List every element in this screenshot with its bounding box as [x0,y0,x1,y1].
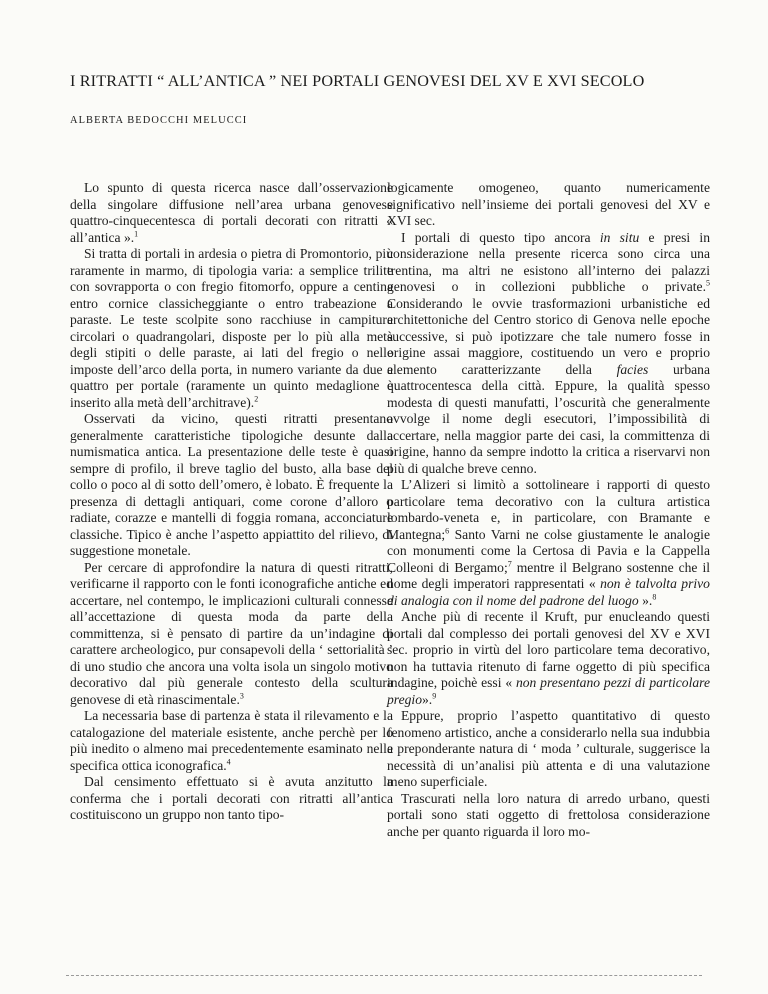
footnote-ref: 5 [706,278,710,288]
article-title: I RITRATTI “ ALL’ANTICA ” NEI PORTALI GENOVESI DEL XV E XVI SECOLO [70,72,645,90]
paragraph: Trascurati nella loro natura di arredo urbano, questi portali sono stati oggetto di frettolosa considerazione anche per quanto riguarda il loro mo- [387,790,710,839]
footnote-ref: 4 [226,756,231,766]
paragraph: Anche più di recente il Kruft, pur enucleando questi portali dal complesso dei portali genovesi del XV e XVI sec. proprio in virtù del loro particolare tema decorativo, non ha tuttavia ritenuto di farne oggetto di più specifica indagine, poichè essi « non presentano pezzi di particolare pregio».$^9$ [387,609,710,707]
paragraph: Osservati da vicino, questi ritratti presentano generalmente caratteristiche tipologiche desunte dalla numismatica antica. La presentazione delle teste è quasi sempre di profilo, il breve taglio del busto, alla base del collo o poco al di sotto dell’omero, è lobato. È frequente la presenza di dettagli antiquari, come corone d’alloro o radiate, corazze e mantelli di foggia romana, acconciature classiche. Tipico è anche l’aspetto appiattito del rilievo, di suggestione monetale. [70,411,393,558]
footnote-ref: 8 [652,591,657,601]
paragraph: Lo spunto di questa ricerca nasce dall’osservazione della singolare diffusione nell’area urbana genovese quattro-cinquecentesca di portali decorati con ritratti « all’antica ».$^1$ [70,180,393,245]
paragraph: L’Alizeri si limitò a sottolineare i rapporti di questo particolare tema decorativo con la cultura artistica lombardo-veneta e, in particolare, con Bramante e Mantegna;$^6$ Santo Varni ne colse giustamente le analogie con monumenti come la Certosa di Pavia e la Cappella Colleoni di Bergamo;$^7$ mentre il Belgrano sostenne che il nome degli imperatori rappresentati « non è talvolta privo di analogia con il nome del padrone del luogo ».$^8$ [387,477,710,608]
footnote-ref: 9 [432,690,437,700]
paragraph: La necessaria base di partenza è stata il rilevamento e la catalogazione del materiale esistente, anche perchè per lo più inedito o almeno mai precedentemente esaminato nella specifica ottica iconografica.$^4$ [70,708,393,773]
paragraph: Eppure, proprio l’aspetto quantitativo di questo fenomeno artistico, anche a considerarlo nella sua indubbia e preponderante natura di ‘ moda ’ culturale, suggerisce la necessità di un’analisi più attenta e di una valutazione meno superficiale. [387,708,710,789]
left-column [70,180,393,824]
paragraph: Dal censimento effettuato si è avuta anzitutto la conferma che i portali decorati con ritratti all’antica costituiscono un gruppo non tanto tipo- [70,774,393,822]
article-author: ALBERTA BEDOCCHI MELUCCI [70,115,248,126]
bottom-rule [66,975,702,976]
paragraph: I portali di questo tipo ancora in situ e presi in considerazione nella presente ricerca sono circa una trentina, ma altri ne esistono all’interno dei palazzi genovesi o in collezioni pubbliche o private.$^5$ Considerando le ovvie trasformazioni urbanistiche ed architettoniche del Centro storico di Genova nelle epoche successive, si può ipotizzare che tale numero fosse in origine assai maggiore, costituendo un vero e proprio elemento caratterizzante della facies urbana quattrocentesca della città. Eppure, la qualità spesso modesta di questi manufatti, l’oscurità che generalmente avvolge il nome degli esecutori, l’impossibilità di accertare, nella maggior parte dei casi, la committenza di origine, hanno da sempre indotto la critica a riservarvi non più di qualche breve cenno. [387,229,710,476]
footnote-ref: 6 [445,525,450,535]
footnote-ref: 2 [254,393,259,403]
paragraph: logicamente omogeneo, quanto numericamente significativo nell’insieme dei portali genovesi del XV e XVI sec. [387,180,710,228]
right-column [387,180,710,840]
footnote-ref: 1 [134,228,139,238]
paragraph: Si tratta di portali in ardesia o pietra di Promontorio, più raramente in marmo, di tipologia varia: a semplice trilite con sovrapporta o con fregio fitomorfo, oppure a centina entro cornice classicheggiante o entro trabeazione a paraste. Le teste scolpite sono racchiuse in campiture circolari o quadrangolari, disposte per lo più alla metà degli stipiti o delle paraste, ai lati del fregio o nelle imposte dell’arco della porta, in numero variante da due a quattro per portale (raramente un quinto medaglione è inserito alla metà dell’architrave).$^2$ [70,246,393,410]
footnote-ref: 3 [239,690,244,700]
paragraph: Per cercare di approfondire la natura di questi ritratti, verificarne il rapporto con le fonti iconografiche antiche ed accertare, nel contempo, le implicazioni culturali connesse all’accettazione di questa moda da parte della committenza, si è pensato di partire da un’indagine di carattere archeologico, pur consapevoli della ‘ settorialità ’ di uno studio che ancora una volta isola un singolo motivo decorativo dal più generale contesto della scultura genovese di età rinascimentale.$^3$ [70,559,393,707]
footnote-ref: 7 [507,558,512,568]
